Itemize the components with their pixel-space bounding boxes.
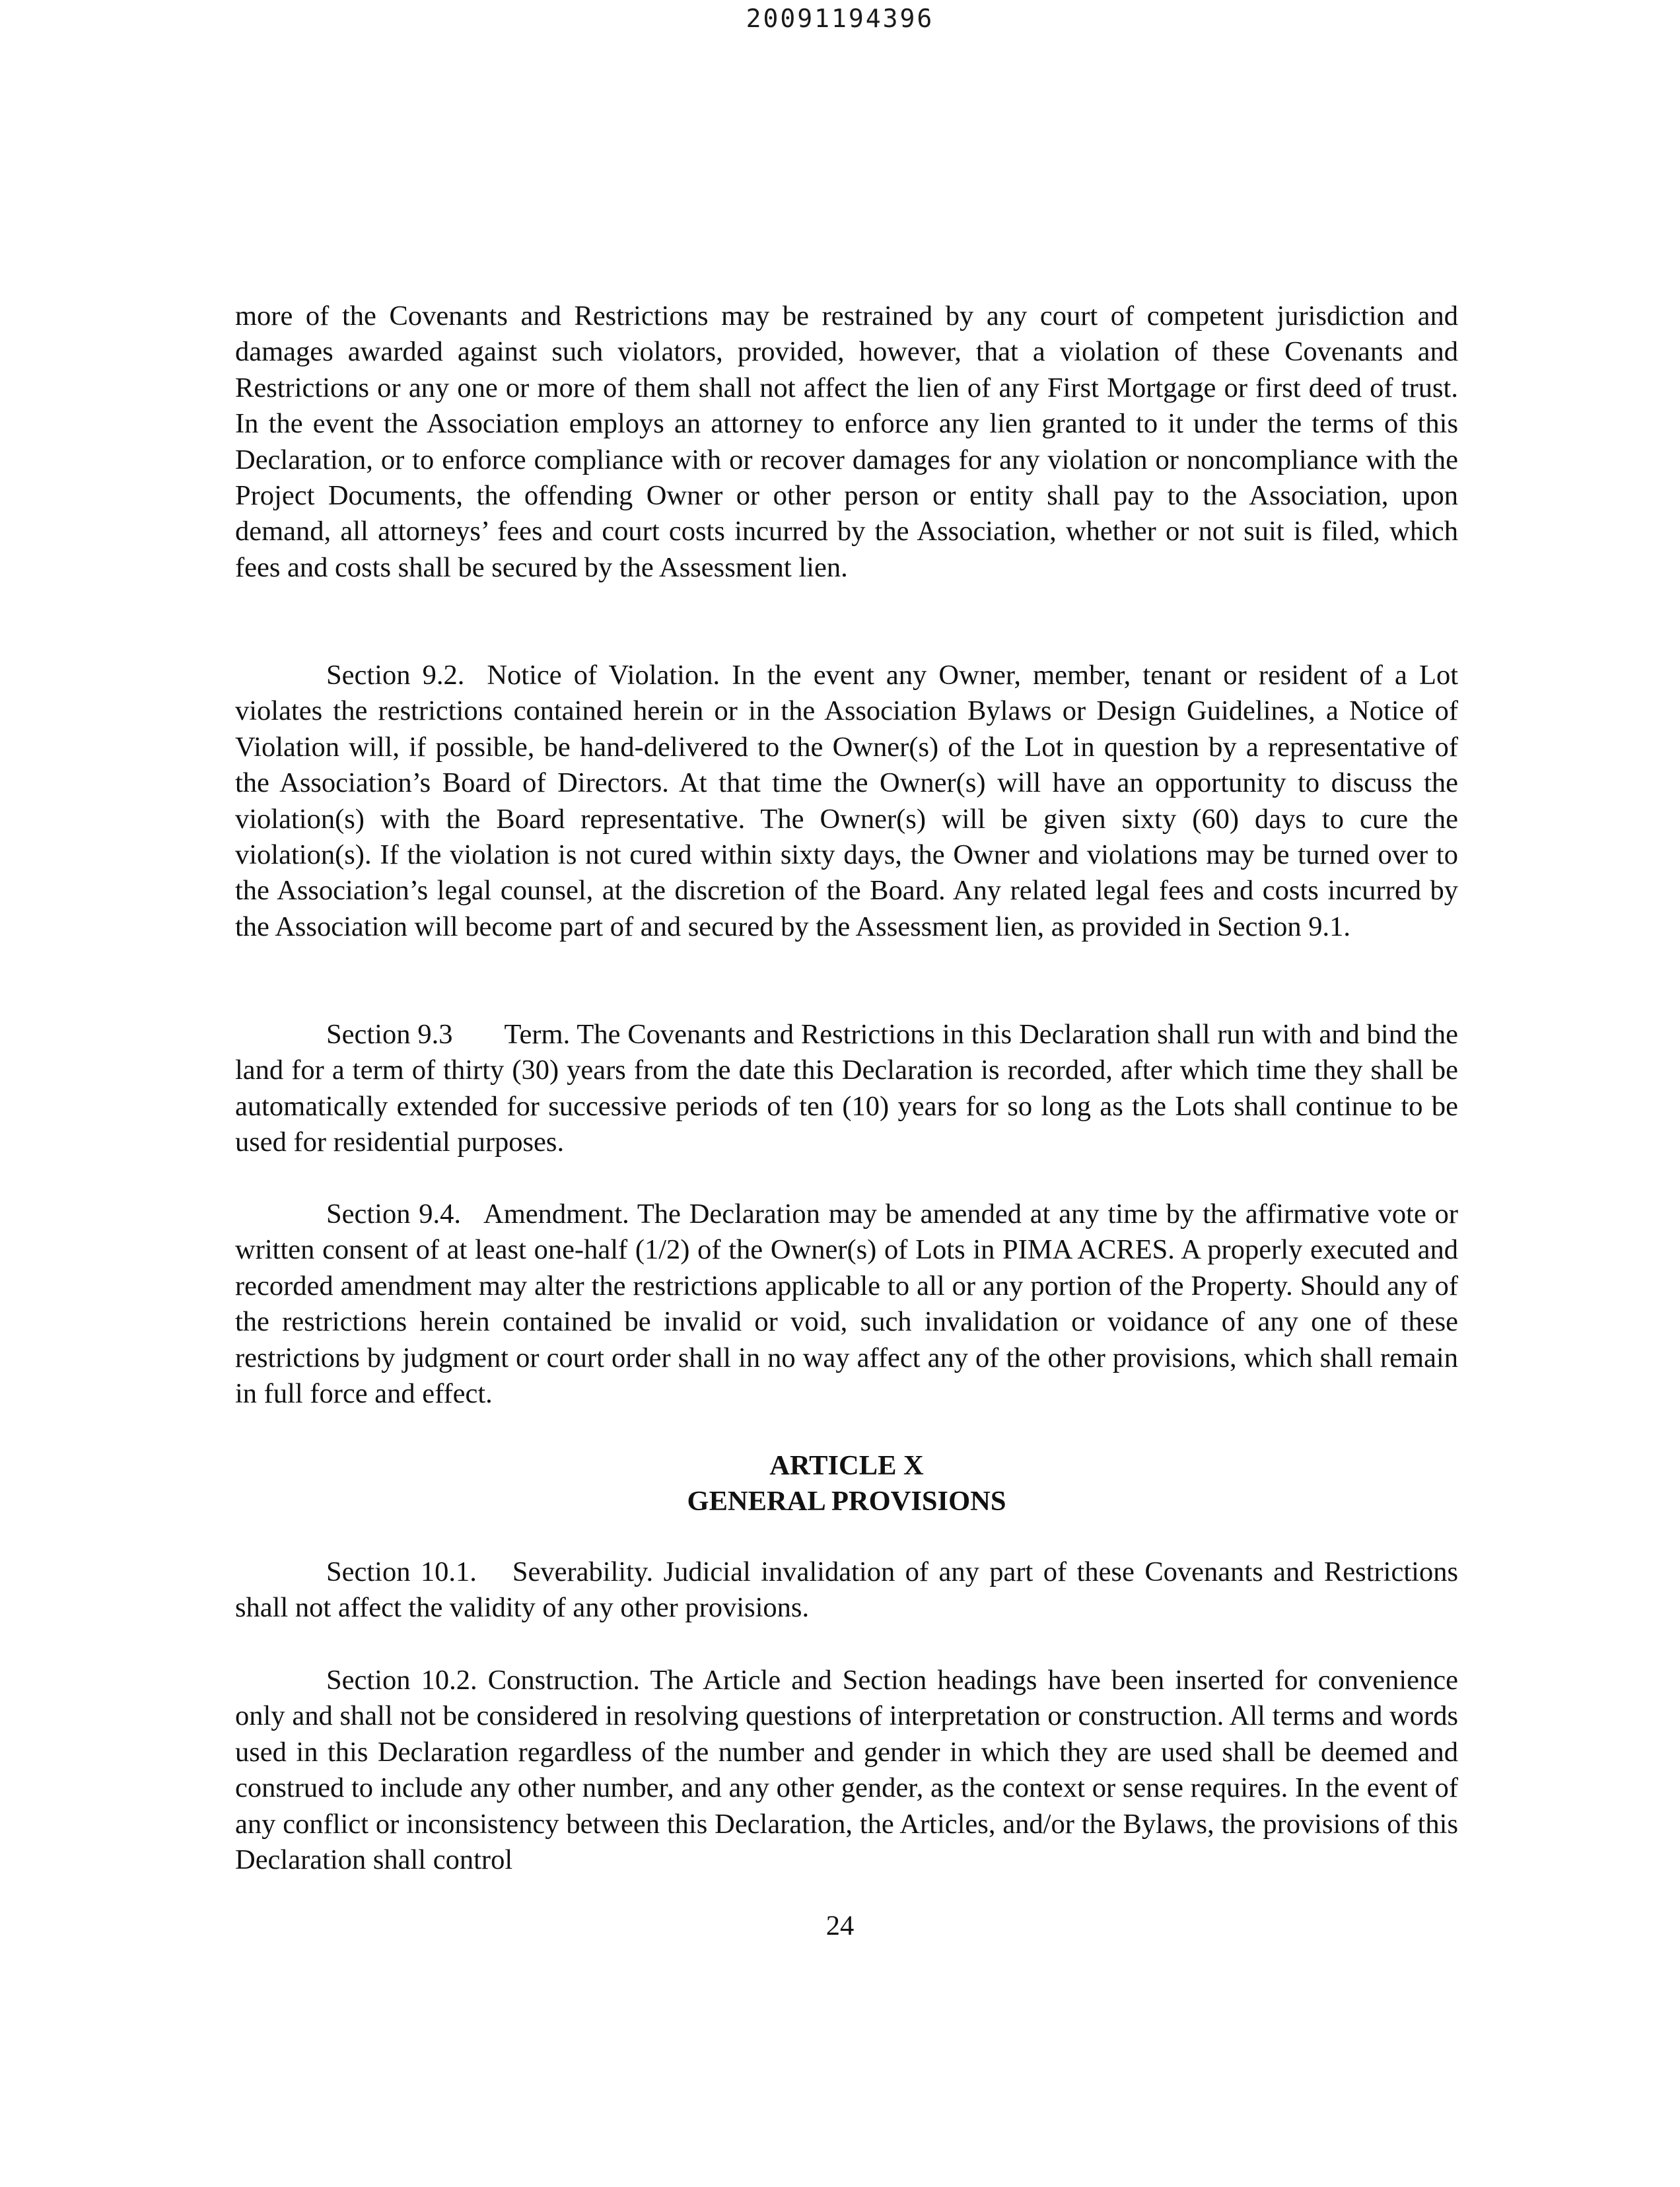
section-title: Term. — [504, 1019, 571, 1050]
paragraph-continuation: more of the Covenants and Restrictions may be restrained by any court of competent jurisdiction and damages awarded against such violators, provided, however, that a violation of these Covenants and Restrictions or any one or more of them shall not affect the lien of any First Mortgage or first deed of trust. In the event the Association employs an attorney to enforce any lien granted to it under the terms of this Declaration, or to enforce compliance with or recover damages for any violation or noncompliance with the Project Documents, the offending Owner or other person or entity shall pay to the Association, upon demand, all attorneys’ fees and court costs incurred by the Association, whether or not suit is filed, which fees and costs shall be secured by the Assessment lien. — [235, 300, 1458, 583]
section-title: Notice of Violation. — [487, 660, 720, 691]
paragraph-section-9-4 — [235, 1197, 1458, 1412]
section-text: The Declaration may be amended at any time by the affirmative vote or written consent of at least one-half (1/2) of the Owner(s) of Lots in PIMA ACRES. A properly executed and recorded amendment may alter the restrictions applicable to all or any portion of the Property. Should any of the restrictions herein contained be invalid or void, such invalidation or voidance of any one of these restrictions by judgment or court order shall in no way affect any of the other provisions, which shall remain in full force and effect. — [235, 1198, 1459, 1410]
paragraph-section-9-3 — [235, 1017, 1458, 1161]
section-number: Section 9.3 — [326, 1019, 453, 1050]
section-number: Section 10.2. — [326, 1665, 477, 1696]
paragraph-section-9-2 — [235, 658, 1458, 945]
paragraph-section-10-2 — [235, 1663, 1458, 1878]
section-text: Judicial invalidation of any part of these Covenants and Restrictions shall not affect the validity of any other provisions. — [235, 1556, 1458, 1624]
document-number: 20091194396 — [746, 4, 934, 33]
section-number: Section 9.4. — [326, 1198, 462, 1230]
section-title: Severability. — [512, 1556, 654, 1587]
section-number: Section 10.1. — [326, 1556, 477, 1587]
section-title: Amendment. — [483, 1198, 629, 1230]
section-number: Section 9.2. — [326, 660, 465, 691]
article-number: ARTICLE X — [769, 1450, 924, 1481]
page-number: 24 — [825, 1910, 855, 1941]
section-text: The Article and Section headings have been inserted for convenience only and shall not be considered in resolving questions of interpretation or construction. All terms and words used in this Declaration regardless of the number and gender in which they are used shall be deemed and construed to include any other number, and any other gender, as the context or sense requires. In the event of any conflict or inconsistency between this Declaration, the Articles, and/or the Bylaws, the provisions of this Declaration shall control — [235, 1665, 1459, 1876]
paragraph-section-10-1 — [235, 1554, 1458, 1626]
article-heading — [235, 1448, 1458, 1520]
article-title: GENERAL PROVISIONS — [687, 1486, 1006, 1517]
section-text: The Covenants and Restrictions in this Declaration shall run with and bind the land for a term of thirty (30) years from the date this Declaration is recorded, after which time they shall be automatically extended for successive periods of ten (10) years for so long as the Lots shall continue to be used for residential purposes. — [235, 1019, 1459, 1158]
section-text: In the event any Owner, member, tenant or resident of a Lot violates the restrictions contained herein or in the Association Bylaws or Design Guidelines, a Notice of Violation will, if possible, be hand-delivered to the Owner(s) of the Lot in question by a representative of the Association’s Board of Directors. At that time the Owner(s) will have an opportunity to discuss the violation(s) with the Board representative. The Owner(s) will be given sixty (60) days to cure the violation(s). If the violation is not cured within sixty days, the Owner and violations may be turned over to the Association’s legal counsel, at the discretion of the Board. Any related legal fees and costs incurred by the Association will become part of and secured by the Assessment lien, as provided in Section 9.1. — [235, 660, 1459, 942]
section-title: Construction. — [487, 1665, 640, 1696]
